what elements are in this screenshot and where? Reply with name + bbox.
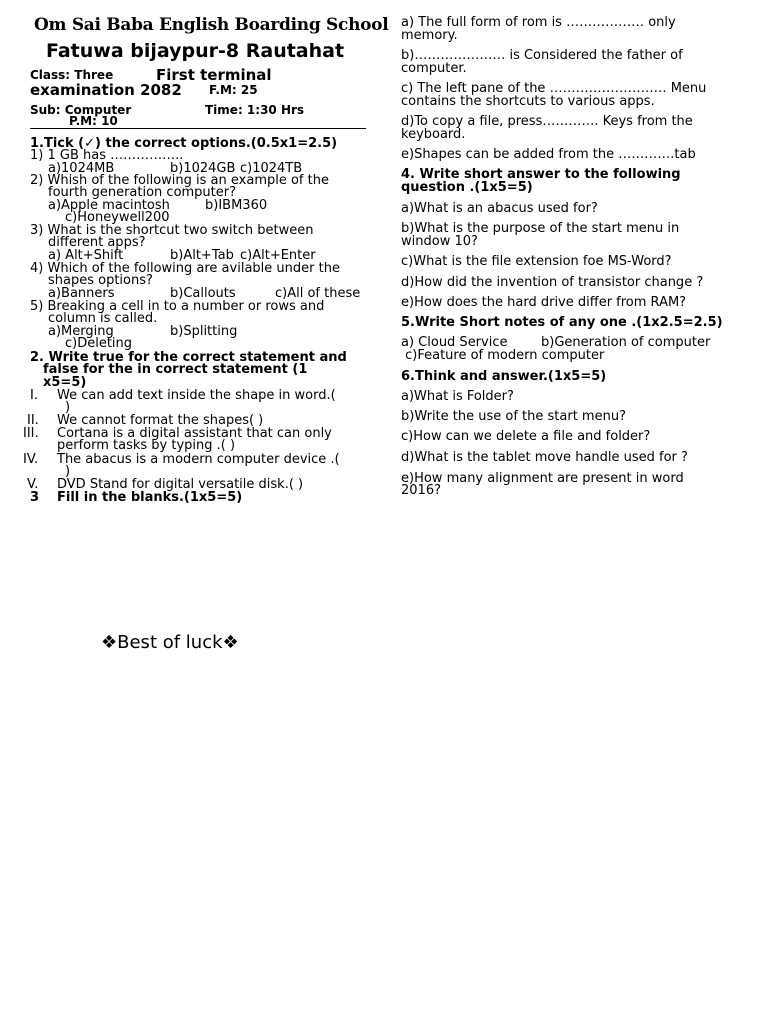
q5-option-a: a) Cloud Service	[401, 335, 508, 350]
q5-option-b: b)Generation of computer	[541, 335, 711, 350]
q1-5-option-a: a)Merging	[48, 324, 114, 339]
q1-title: 1.Tick (✓) the correct options.(0.5x1=2.5)	[30, 136, 338, 151]
q2-num-5: V.	[27, 477, 39, 492]
q1-4-option-a: a)Banners	[48, 286, 115, 301]
q1-item-2: 2) Whish of the following is an example of the	[30, 173, 329, 188]
q1-item-5-cont: column is called.	[48, 311, 158, 326]
q6-d: d)What is the tablet move handle used for ?	[401, 450, 688, 465]
q1-1-option-b: b)1024GB	[170, 161, 236, 176]
time-label: Time: 1:30 Hrs	[205, 103, 305, 117]
q2-num-3: III.	[23, 426, 39, 441]
q1-item-3: 3) What is the shortcut two switch between	[30, 223, 314, 238]
q2-item-3-cont: perform tasks by typing .( )	[57, 438, 236, 453]
pass-marks: P.M: 10	[69, 114, 118, 128]
q1-2-option-b: b)IBM360	[205, 198, 268, 213]
q1-item-4-cont: shapes options?	[48, 273, 153, 288]
q6-b: b)Write the use of the start menu?	[401, 409, 626, 424]
school-name: Om Sai Baba English Boarding School	[34, 15, 389, 35]
fill-d-cont: keyboard.	[401, 127, 466, 142]
q2-item-2: We cannot format the shapes( )	[57, 413, 264, 428]
q1-4-option-c: c)All of these	[275, 286, 361, 301]
q1-3-option-b: b)Alt+Tab	[170, 248, 234, 263]
header-divider	[30, 128, 366, 129]
q1-1-option-a: a)1024MB	[48, 161, 115, 176]
q5-title: 5.Write Short notes of any one .(1x2.5=2.5)	[401, 315, 723, 330]
q2-item-4: The abacus is a modern computer device .(	[57, 452, 340, 467]
q1-item-4: 4) Which of the following are avilable under the	[30, 261, 340, 276]
q2-item-1: We can add text inside the shape in word.(	[57, 388, 336, 403]
fill-a: a) The full form of rom is ……………… only	[401, 15, 676, 30]
q2-title-2: false for the in correct statement (1	[43, 362, 308, 377]
full-marks: F.M: 25	[209, 83, 258, 97]
fill-c: c) The left pane of the ……………………… Menu	[401, 81, 707, 96]
q3-num: 3	[30, 490, 40, 505]
q1-item-2-cont: fourth generation computer?	[48, 185, 237, 200]
fill-e: e)Shapes can be added from the ………….tab	[401, 147, 696, 162]
q4-b: b)What is the purpose of the start menu in	[401, 221, 680, 236]
q6-e-cont: 2016?	[401, 483, 441, 498]
q6-e: e)How many alignment are present in word	[401, 471, 684, 486]
fill-c-cont: contains the shortcuts to various apps.	[401, 94, 655, 109]
q4-title-1: 4. Write short answer to the following	[401, 167, 681, 182]
q1-5-option-c: c)Deleting	[65, 336, 133, 351]
q4-a: a)What is an abacus used for?	[401, 201, 598, 216]
subject-label: Sub: Computer	[30, 103, 132, 117]
fill-b: b)………………… is Considered the father of	[401, 48, 683, 63]
q3-title: Fill in the blanks.(1x5=5)	[57, 490, 243, 505]
q4-b-cont: window 10?	[401, 234, 478, 249]
q1-3-option-c: c)Alt+Enter	[240, 248, 316, 263]
fill-a-cont: memory.	[401, 28, 458, 43]
q4-e: e)How does the hard drive differ from RAM?	[401, 295, 687, 310]
fill-b-cont: computer.	[401, 61, 467, 76]
class-label: Class: Three	[30, 68, 114, 82]
fill-d: d)To copy a file, press…………. Keys from the	[401, 114, 693, 129]
q1-1-option-c: c)1024TB	[240, 161, 303, 176]
q1-2-option-c: c)Honeywell200	[65, 210, 170, 225]
q2-title-3: x5=5)	[43, 375, 87, 390]
q4-title-2: question .(1x5=5)	[401, 180, 533, 195]
q6-a: a)What is Folder?	[401, 389, 514, 404]
q1-item-1: 1) 1 GB has ……………..	[30, 148, 184, 163]
q1-3-option-a: a) Alt+Shift	[48, 248, 124, 263]
q1-5-option-b: b)Splitting	[170, 324, 238, 339]
exam-title-2: examination 2082	[30, 81, 182, 99]
q2-num-4: IV.	[23, 452, 39, 467]
best-of-luck: ❖Best of luck❖	[101, 632, 239, 653]
q2-num-2: II.	[27, 413, 39, 428]
q2-item-4-cont: )	[65, 464, 71, 479]
q1-item-5: 5) Breaking a cell in to a number or rows and	[30, 299, 325, 314]
q2-item-5: DVD Stand for digital versatile disk.( )	[57, 477, 304, 492]
q6-title: 6.Think and answer.(1x5=5)	[401, 369, 607, 384]
q1-item-3-cont: different apps?	[48, 235, 146, 250]
q4-d: d)How did the invention of transistor change ?	[401, 275, 704, 290]
q2-item-1-cont: )	[65, 400, 71, 415]
q2-item-3: Cortana is a digital assistant that can only	[57, 426, 332, 441]
q5-option-c: c)Feature of modern computer	[401, 348, 605, 363]
q1-4-option-b: b)Callouts	[170, 286, 236, 301]
q6-c: c)How can we delete a file and folder?	[401, 429, 651, 444]
school-address: Fatuwa bijaypur-8 Rautahat	[46, 40, 345, 62]
q2-num-1: I.	[30, 388, 38, 403]
exam-title-1: First terminal	[156, 66, 272, 84]
q2-title-1: 2. Write true for the correct statement and	[30, 350, 347, 365]
q4-c: c)What is the file extension foe MS-Word?	[401, 254, 672, 269]
q1-2-option-a: a)Apple macintosh	[48, 198, 170, 213]
